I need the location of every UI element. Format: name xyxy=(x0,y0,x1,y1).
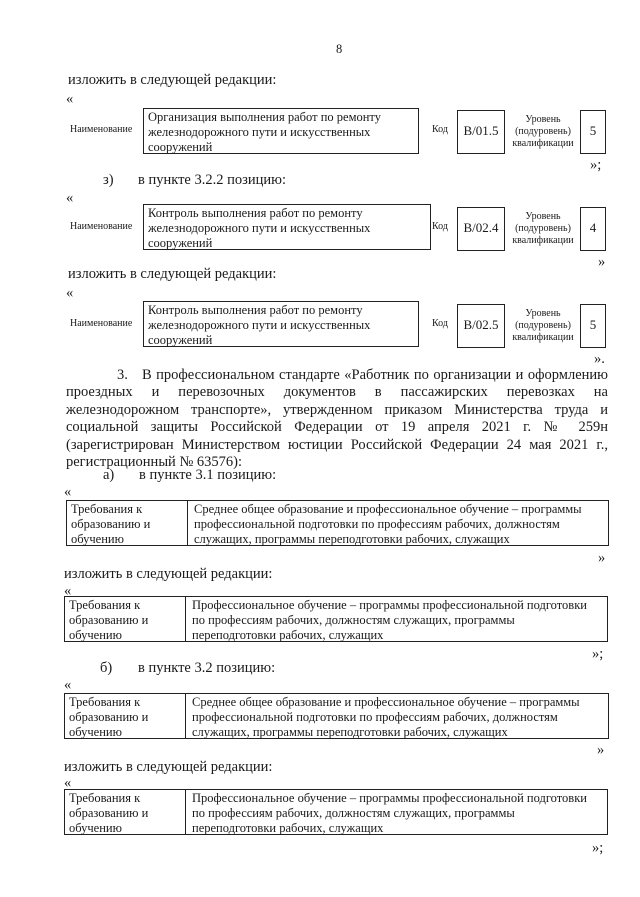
replace-phrase: изложить в следующей редакции: xyxy=(68,72,277,88)
function-name-box: Контроль выполнения работ по ремонту железнодорожного пути и искусственных сооружений xyxy=(143,204,431,250)
close-quote: »; xyxy=(592,840,604,856)
requirements-value: Профессиональное обучение – программы профессиональной подготовки по профессиям рабочих, должностям служащих, программы переподготовки рабочих, служащих xyxy=(192,598,587,642)
item-text: в пункте 3.2 позицию: xyxy=(138,660,276,676)
page-number: 8 xyxy=(336,42,343,56)
level-label: Уровень (подуровень) квалификации xyxy=(512,308,574,343)
function-name-box: Организация выполнения работ по ремонту железнодорожного пути и искусственных сооружений xyxy=(143,108,419,154)
item-text: в пункте 3.1 позицию: xyxy=(139,467,277,483)
name-label: Наименование xyxy=(70,124,133,135)
section-number: 3. xyxy=(117,367,128,383)
requirements-value: Среднее общее образование и профессиональное обучение – программы профессиональной подготовки по профессиям рабочих, должностям служащих, программы переподготовки рабочих, служащих xyxy=(194,502,582,546)
function-code: В/01.5 xyxy=(457,110,505,154)
close-quote: » xyxy=(598,254,606,270)
requirements-value: Профессиональное обучение – программы профессиональной подготовки по профессиям рабочих, должностям служащих, программы переподготовки рабочих, служащих xyxy=(192,791,587,835)
requirements-table xyxy=(64,789,608,835)
requirements-label: Требования к образованию и обучению xyxy=(65,790,186,834)
function-name-box: Контроль выполнения работ по ремонту железнодорожного пути и искусственных сооружений xyxy=(143,301,419,347)
requirements-table xyxy=(64,596,608,642)
item-marker: з) xyxy=(103,172,114,188)
requirements-label: Требования к образованию и обучению xyxy=(65,597,186,641)
close-quote: ». xyxy=(594,351,605,367)
function-level: 5 xyxy=(580,304,606,348)
replace-phrase: изложить в следующей редакции: xyxy=(68,266,277,282)
item-marker: б) xyxy=(100,660,113,676)
open-quote: « xyxy=(66,190,74,206)
code-label: Код xyxy=(432,124,448,135)
open-quote: « xyxy=(64,484,72,500)
open-quote: « xyxy=(64,775,72,791)
open-quote: « xyxy=(66,91,74,107)
close-quote: » xyxy=(598,550,606,566)
section-paragraph xyxy=(66,367,608,471)
requirements-label: Требования к образованию и обучению xyxy=(67,501,188,545)
requirements-label: Требования к образованию и обучению xyxy=(65,694,186,738)
item-text: в пункте 3.2.2 позицию: xyxy=(138,172,286,188)
close-quote: »; xyxy=(590,157,602,173)
close-quote: »; xyxy=(592,646,604,662)
name-label: Наименование xyxy=(70,318,133,329)
function-level: 5 xyxy=(580,110,606,154)
replace-phrase: изложить в следующей редакции: xyxy=(64,566,273,582)
replace-phrase: изложить в следующей редакции: xyxy=(64,759,273,775)
close-quote: » xyxy=(597,742,605,758)
requirements-table xyxy=(66,500,609,546)
level-label: Уровень (подуровень) квалификации xyxy=(512,114,574,149)
item-marker: а) xyxy=(103,467,115,483)
section-text: В профессиональном стандарте «Работник по организации и оформлению проездных и перевозочных документов в пассажирских перевозках на железнодорожном транспорте», утвержденном приказом Министерства труда и социальной защиты Российской Федерации от 19 апреля 2021 г. № 259н (зарегистрирован Министерством юстиции Российской Федерации 24 мая 2021 г., регистрационный № 63576): xyxy=(66,367,608,471)
function-code: В/02.4 xyxy=(457,207,505,251)
name-label: Наименование xyxy=(70,221,133,232)
function-code: В/02.5 xyxy=(457,304,505,348)
requirements-table xyxy=(64,693,609,739)
function-level: 4 xyxy=(580,207,606,251)
code-label: Код xyxy=(432,318,448,329)
code-label: Код xyxy=(432,221,448,232)
open-quote: « xyxy=(64,583,72,599)
requirements-value: Среднее общее образование и профессиональное обучение – программы профессиональной подготовки по профессиям рабочих, должностям служащих, программы переподготовки рабочих, служащих xyxy=(192,695,580,739)
level-label: Уровень (подуровень) квалификации xyxy=(512,211,574,246)
open-quote: « xyxy=(66,285,74,301)
open-quote: « xyxy=(64,677,72,693)
